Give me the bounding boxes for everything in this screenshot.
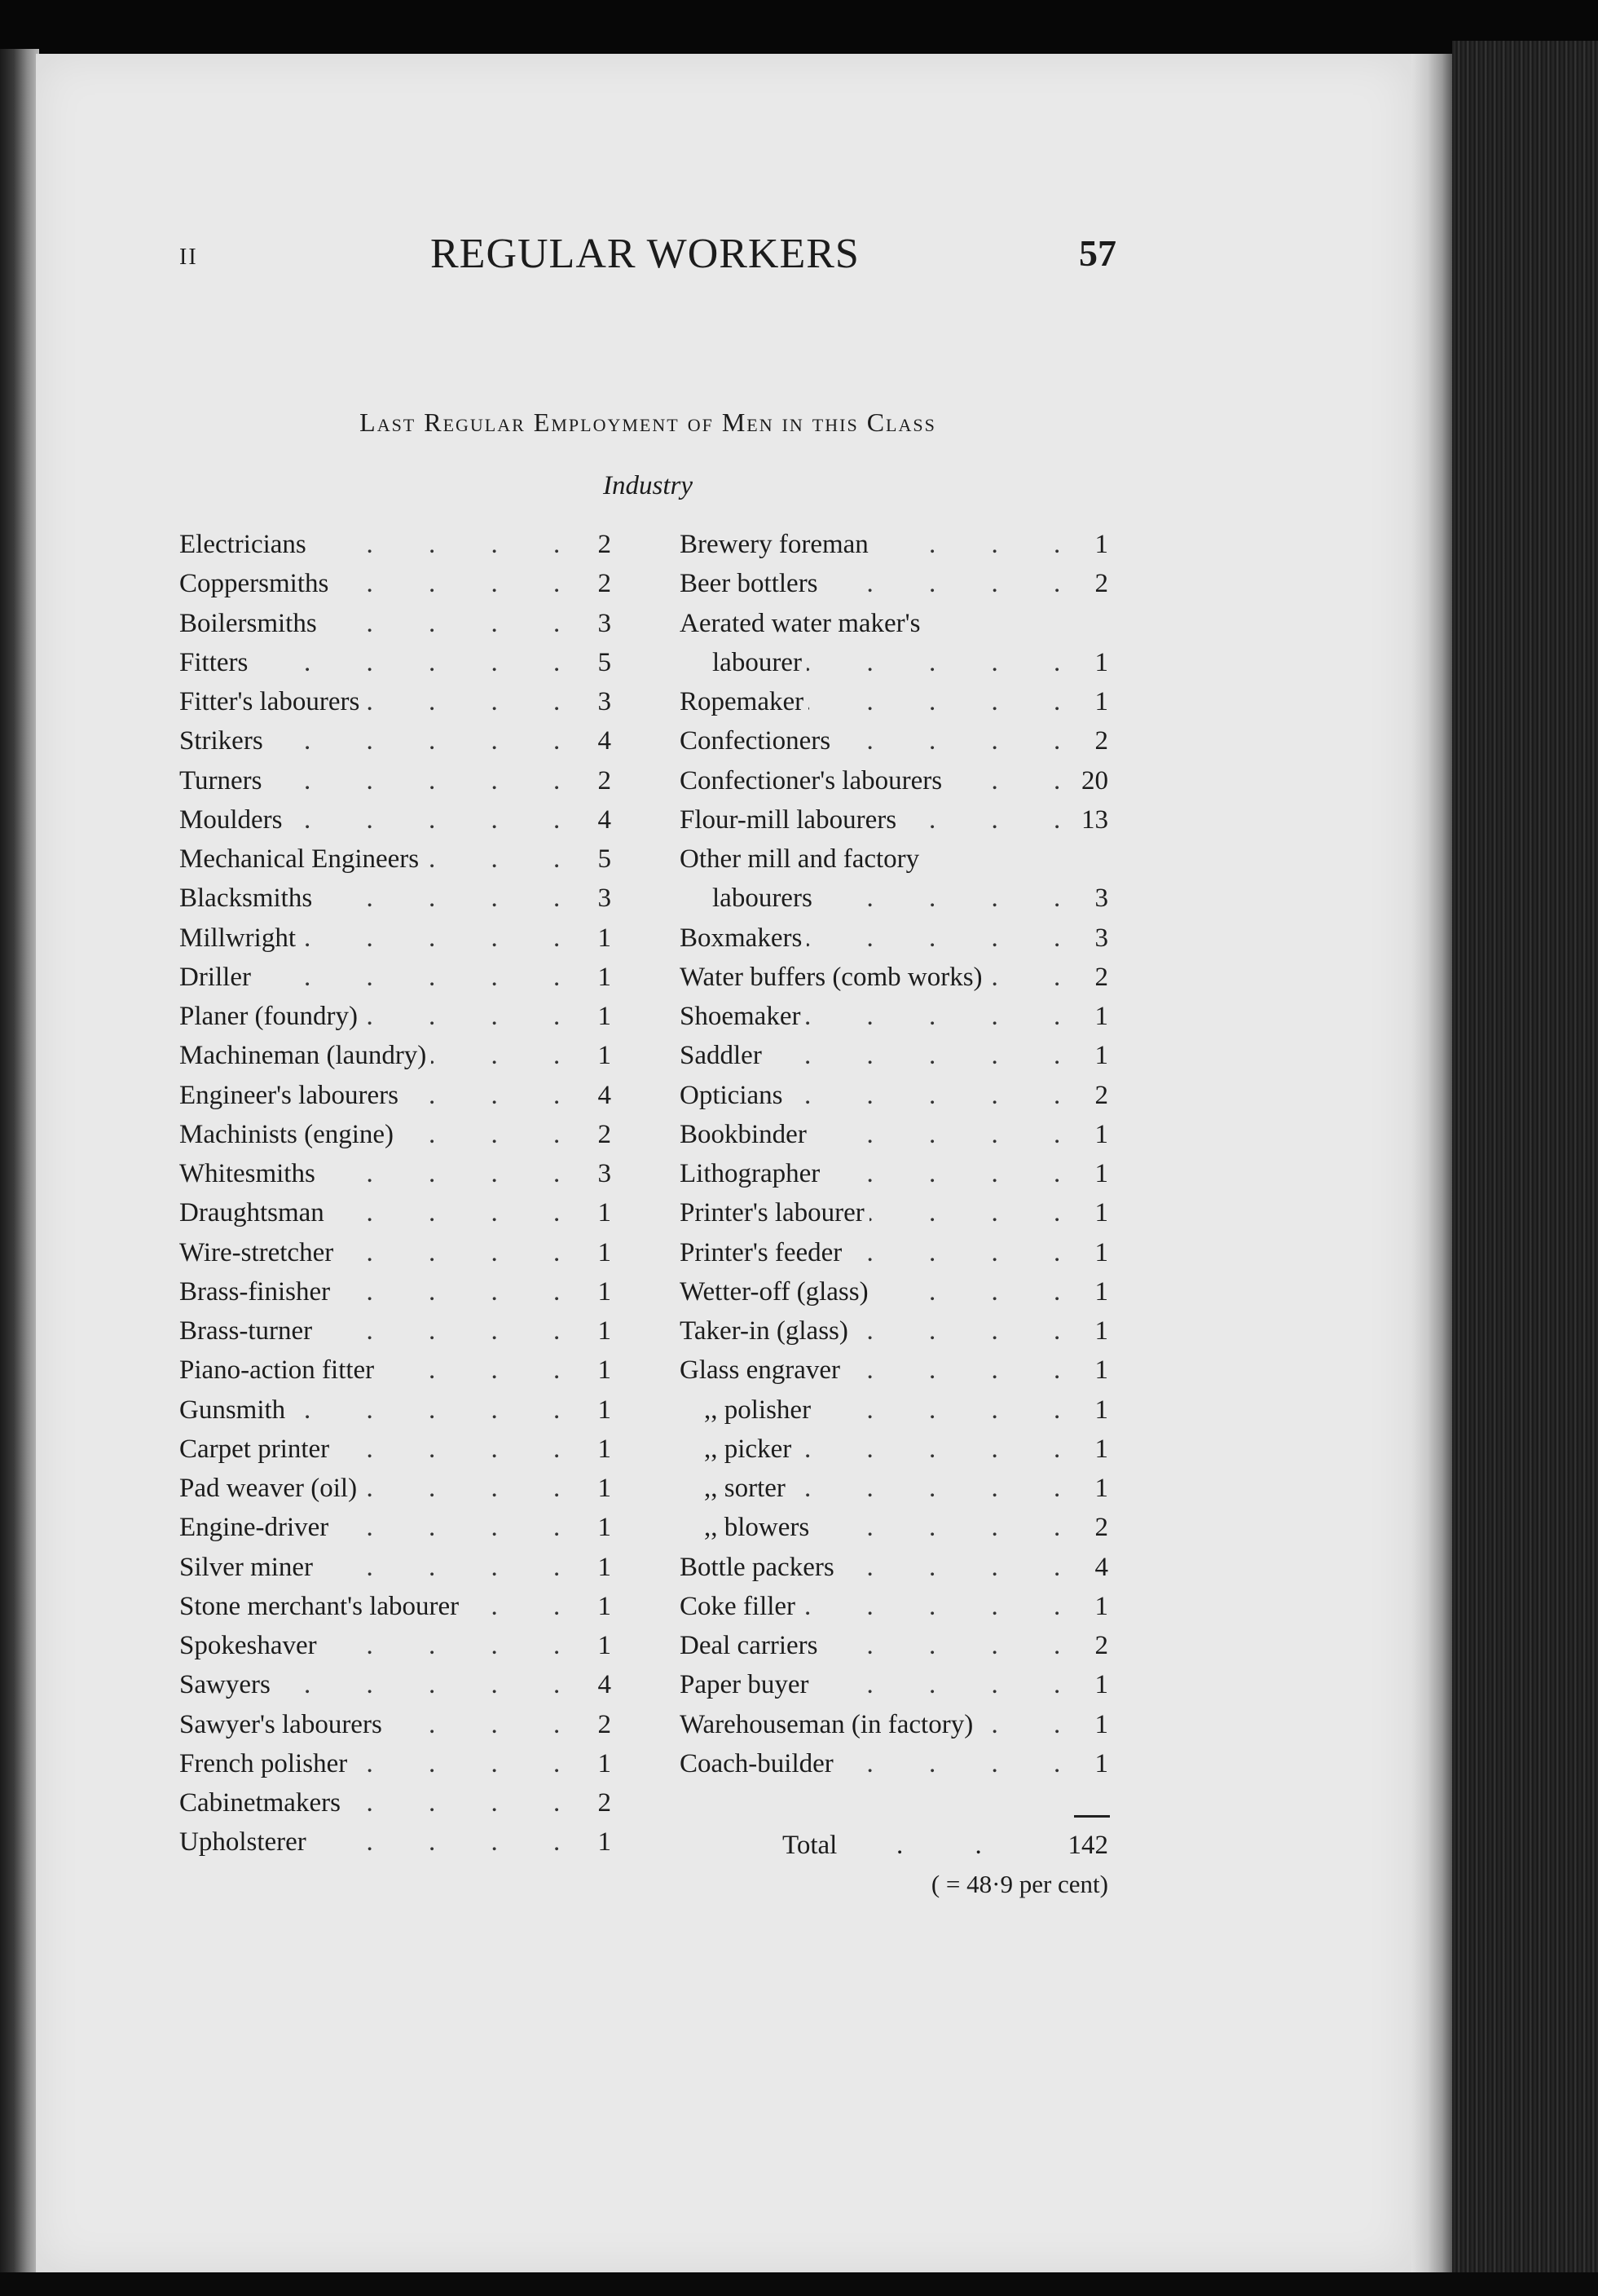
- table-row: [179, 1626, 611, 1665]
- running-title: REGULAR WORKERS: [430, 231, 860, 277]
- table-row: [179, 919, 611, 958]
- occupation-name: Piano-action fitter: [179, 1351, 379, 1390]
- occupation-name: Brewery foreman: [680, 525, 874, 564]
- occupation-count: 20: [1081, 765, 1108, 795]
- occupation-name: Deal carriers: [680, 1626, 822, 1665]
- table-title: Last Regular Employment of Men in this Class: [359, 408, 936, 437]
- occupation-name: Coppersmiths: [179, 564, 333, 603]
- occupation-name: Cabinetmakers: [179, 1783, 346, 1822]
- occupation-name: Machinists (engine): [179, 1115, 398, 1154]
- occupation-count: 1: [597, 962, 611, 992]
- occupation-count: 2: [1094, 1080, 1108, 1110]
- occupation-name: Ropemaker: [680, 682, 808, 721]
- occupation-count: 1: [597, 1513, 611, 1543]
- occupation-count: 1: [1094, 1670, 1108, 1700]
- occupation-name: ,, picker: [680, 1430, 796, 1469]
- table-row: [680, 761, 1108, 800]
- occupation-count: 1: [597, 1748, 611, 1778]
- total-leader: . .: [896, 1831, 1015, 1860]
- occupation-count: 1: [1094, 1276, 1108, 1307]
- occupation-name: Spokeshaver: [179, 1626, 322, 1665]
- table-row: [680, 1548, 1108, 1587]
- table-row: [680, 1193, 1108, 1232]
- table-row: [179, 643, 611, 682]
- occupation-name: French polisher: [179, 1744, 352, 1783]
- occupation-name: ,, sorter: [680, 1469, 790, 1508]
- occupation-name: Confectioner's labourers: [680, 761, 947, 800]
- occupation-count: 1: [597, 1041, 611, 1071]
- occupation-count: 1: [1094, 1119, 1108, 1149]
- occupation-name: Lithographer: [680, 1154, 825, 1193]
- occupation-count: 2: [1094, 726, 1108, 756]
- table-row: [179, 1430, 611, 1469]
- table-row: [680, 1665, 1108, 1704]
- table-row: [680, 1233, 1108, 1272]
- table-subtitle: Industry: [603, 471, 693, 500]
- occupation-count: 2: [597, 1119, 611, 1149]
- occupation-count: 3: [1094, 884, 1108, 914]
- occupation-name: Glass engraver: [680, 1351, 845, 1390]
- table-row: [179, 1193, 611, 1232]
- table-row: [680, 525, 1108, 564]
- table-row: [179, 761, 611, 800]
- occupation-count: 2: [597, 1788, 611, 1818]
- occupation-name: Bottle packers: [680, 1548, 839, 1587]
- occupation-name: ,, polisher: [680, 1390, 816, 1430]
- occupation-count: 3: [597, 608, 611, 638]
- table-row: [680, 879, 1108, 918]
- table-row: [680, 1351, 1108, 1390]
- occupation-name: Warehouseman (in factory): [680, 1705, 978, 1744]
- table-row: [179, 1076, 611, 1115]
- occupation-name: Other mill and factory: [680, 840, 924, 879]
- occupation-name: Water buffers (comb works): [680, 958, 988, 997]
- occupation-name: Aerated water maker's: [680, 604, 925, 643]
- table-row: [179, 958, 611, 997]
- occupation-name: Brass-turner: [179, 1311, 317, 1351]
- occupation-name: Confectioners: [680, 721, 835, 760]
- occupation-name: Shoemaker: [680, 997, 805, 1036]
- table-row: [680, 958, 1108, 997]
- occupation-count: 3: [597, 1159, 611, 1188]
- table-row: [680, 564, 1108, 603]
- occupation-name: Printer's feeder: [680, 1233, 847, 1272]
- occupation-count: 1: [597, 1474, 611, 1503]
- occupation-name: Electricians: [179, 525, 311, 564]
- occupation-count: 1: [1094, 1395, 1108, 1425]
- table-row: [680, 1311, 1108, 1351]
- occupation-count: 1: [1094, 1041, 1108, 1071]
- binding-left-edge: [0, 49, 39, 2282]
- occupation-count: 1: [597, 1591, 611, 1621]
- table-row: [680, 1508, 1108, 1547]
- occupation-count: 1: [1094, 1159, 1108, 1188]
- table-row: [680, 997, 1108, 1036]
- scan-bottom-border: [0, 2272, 1598, 2296]
- table-row: [179, 1390, 611, 1430]
- occupation-name: Sawyer's labourers: [179, 1705, 387, 1744]
- occupation-count: 1: [1094, 1748, 1108, 1778]
- table-row: [680, 1469, 1108, 1508]
- occupation-name: Fitters: [179, 643, 253, 682]
- occupation-count: 13: [1081, 804, 1108, 835]
- right-occupation-column: [680, 525, 1108, 1783]
- occupation-name: Taker-in (glass): [680, 1311, 853, 1351]
- total-label: Total: [782, 1831, 838, 1860]
- occupation-count: 1: [597, 1316, 611, 1346]
- occupation-count: 1: [597, 1434, 611, 1464]
- occupation-count: 1: [597, 1002, 611, 1031]
- occupation-count: 1: [1094, 1237, 1108, 1267]
- occupation-count: 4: [597, 804, 611, 835]
- occupation-name: Upholsterer: [179, 1822, 311, 1862]
- table-row: [680, 840, 1108, 879]
- table-row: [680, 1115, 1108, 1154]
- occupation-count: 1: [597, 1395, 611, 1425]
- occupation-name: Boxmakers: [680, 919, 807, 958]
- occupation-name: Wire-stretcher: [179, 1233, 338, 1272]
- occupation-name: Gunsmith: [179, 1390, 290, 1430]
- occupation-count: 1: [597, 923, 611, 953]
- table-row: [680, 1705, 1108, 1744]
- table-row: [179, 1665, 611, 1704]
- occupation-count: 2: [1094, 1631, 1108, 1660]
- table-row: [179, 525, 611, 564]
- table-row: [179, 1115, 611, 1154]
- occupation-count: 2: [597, 530, 611, 559]
- occupation-name: Pad weaver (oil): [179, 1469, 362, 1508]
- occupation-name: Turners: [179, 761, 266, 800]
- occupation-name: Strikers: [179, 721, 268, 760]
- occupation-count: 2: [1094, 1513, 1108, 1543]
- table-row: [680, 1744, 1108, 1783]
- occupation-count: 4: [597, 1080, 611, 1110]
- table-row: [680, 1626, 1108, 1665]
- occupation-name: ,, blowers: [680, 1508, 814, 1547]
- table-row: [680, 1390, 1108, 1430]
- section-number: II: [179, 245, 198, 270]
- occupation-count: 1: [1094, 687, 1108, 716]
- occupation-count: 1: [1094, 1316, 1108, 1346]
- occupation-name: labourer: [680, 643, 807, 682]
- occupation-count: 1: [1094, 1434, 1108, 1464]
- occupation-name: Flour-mill labourers: [680, 800, 901, 840]
- occupation-name: Bookbinder: [680, 1115, 812, 1154]
- occupation-count: 1: [1094, 1198, 1108, 1228]
- total-rule: [1074, 1815, 1110, 1818]
- occupation-count: 3: [597, 884, 611, 914]
- occupation-name: Beer bottlers: [680, 564, 823, 603]
- occupation-name: Coke filler: [680, 1587, 800, 1626]
- occupation-count: 1: [597, 1198, 611, 1228]
- occupation-count: 2: [597, 765, 611, 795]
- table-row: [179, 1469, 611, 1508]
- table-row: [179, 997, 611, 1036]
- table-row: [179, 840, 611, 879]
- occupation-count: 1: [1094, 1709, 1108, 1739]
- occupation-name: Draughtsman: [179, 1193, 329, 1232]
- occupation-count: 2: [597, 569, 611, 599]
- table-row: [680, 1154, 1108, 1193]
- occupation-count: 1: [597, 1552, 611, 1582]
- occupation-name: Driller: [179, 958, 256, 997]
- table-row: [179, 1272, 611, 1311]
- occupation-name: Mechanical Engineers: [179, 840, 424, 879]
- table-row: [179, 1508, 611, 1547]
- page-fore-edge: [1411, 54, 1452, 2272]
- occupation-count: 1: [597, 1237, 611, 1267]
- occupation-name: Planer (foundry): [179, 997, 363, 1036]
- occupation-count: 3: [1094, 923, 1108, 953]
- occupation-name: Stone merchant's labourer: [179, 1587, 464, 1626]
- table-row: [179, 1783, 611, 1822]
- table-row: [179, 879, 611, 918]
- table-row: [680, 643, 1108, 682]
- occupation-count: 4: [597, 726, 611, 756]
- occupation-count: 1: [1094, 1002, 1108, 1031]
- occupation-count: 5: [597, 647, 611, 677]
- occupation-name: Machineman (laundry): [179, 1036, 431, 1075]
- occupation-count: 4: [597, 1670, 611, 1700]
- occupation-count: 1: [597, 1355, 611, 1386]
- table-row: [179, 1154, 611, 1193]
- occupation-name: Boilersmiths: [179, 604, 322, 643]
- occupation-count: 2: [597, 1709, 611, 1739]
- occupation-name: Sawyers: [179, 1665, 275, 1704]
- table-row: [179, 721, 611, 760]
- occupation-count: 1: [597, 1276, 611, 1307]
- occupation-count: 2: [1094, 569, 1108, 599]
- table-row: [680, 1430, 1108, 1469]
- total-line: [774, 1826, 1108, 1865]
- occupation-count: 1: [1094, 1355, 1108, 1386]
- occupation-name: Millwright: [179, 919, 301, 958]
- occupation-count: 3: [597, 687, 611, 716]
- occupation-count: 1: [1094, 647, 1108, 677]
- table-row: [179, 1548, 611, 1587]
- occupation-name: Engineer's labourers: [179, 1076, 403, 1115]
- table-row: [179, 1311, 611, 1351]
- table-row: [680, 919, 1108, 958]
- table-row: [680, 1587, 1108, 1626]
- occupation-count: 5: [597, 844, 611, 874]
- table-row: [179, 1705, 611, 1744]
- occupation-count: 1: [1094, 1591, 1108, 1621]
- occupation-name: Brass-finisher: [179, 1272, 335, 1311]
- table-row: [680, 682, 1108, 721]
- occupation-count: 1: [597, 1631, 611, 1660]
- table-row: [179, 564, 611, 603]
- page-number: 57: [1079, 232, 1116, 274]
- table-row: [680, 1076, 1108, 1115]
- table-row: [179, 604, 611, 643]
- table-row: [680, 800, 1108, 840]
- table-row: [179, 1744, 611, 1783]
- left-occupation-column: [179, 525, 611, 1862]
- table-row: [179, 1822, 611, 1862]
- book-page-edges: [1452, 41, 1598, 2296]
- occupation-name: Whitesmiths: [179, 1154, 320, 1193]
- occupation-name: Saddler: [680, 1036, 767, 1075]
- table-row: [680, 604, 1108, 643]
- occupation-count: 1: [1094, 1474, 1108, 1503]
- occupation-count: 4: [1094, 1552, 1108, 1582]
- occupation-count: 2: [1094, 962, 1108, 992]
- table-row: [680, 1036, 1108, 1075]
- occupation-name: Moulders: [179, 800, 288, 840]
- occupation-name: labourers: [680, 879, 817, 918]
- running-header: [179, 230, 1116, 287]
- occupation-name: Fitter's labourers: [179, 682, 364, 721]
- occupation-name: Wetter-off (glass): [680, 1272, 874, 1311]
- table-row: [680, 1272, 1108, 1311]
- total-value: 142: [1068, 1831, 1108, 1860]
- table-row: [179, 1351, 611, 1390]
- occupation-name: Carpet printer: [179, 1430, 334, 1469]
- table-row: [179, 1233, 611, 1272]
- occupation-count: 1: [1094, 530, 1108, 559]
- table-row: [179, 682, 611, 721]
- table-row: [179, 800, 611, 840]
- total-percent: ( = 48·9 per cent): [931, 1870, 1108, 1898]
- occupation-name: Paper buyer: [680, 1665, 814, 1704]
- table-row: [179, 1036, 611, 1075]
- occupation-name: Coach-builder: [680, 1744, 839, 1783]
- occupation-name: Engine-driver: [179, 1508, 333, 1547]
- occupation-name: Blacksmiths: [179, 879, 317, 918]
- occupation-name: Silver miner: [179, 1548, 318, 1587]
- occupation-name: Opticians: [680, 1076, 787, 1115]
- occupation-count: 1: [597, 1827, 611, 1858]
- table-row: [179, 1587, 611, 1626]
- occupation-name: Printer's labourer: [680, 1193, 869, 1232]
- table-row: [680, 721, 1108, 760]
